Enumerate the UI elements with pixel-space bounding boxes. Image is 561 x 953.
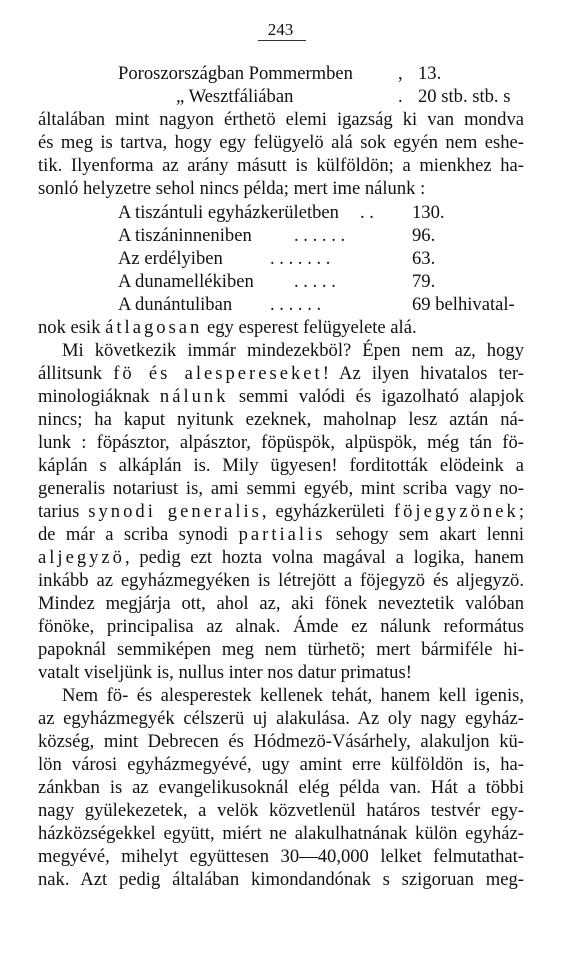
text-segment: sonló helyzetre sehol nincs példa; mert ime nálunk : — [38, 178, 426, 199]
text-line — [38, 154, 524, 177]
text-segment: az egyházmegyék célszerü uj alakulása. Az oly nagy egyház- — [38, 708, 524, 729]
text-line — [38, 523, 524, 546]
text-line — [38, 546, 524, 569]
text-segment: zánkban is az evangelikusoknál elég példa van. Hát a többi — [38, 777, 524, 798]
table1-row-leader: . — [398, 86, 403, 107]
text-line — [38, 661, 524, 684]
text-segment: nok esik — [38, 317, 106, 338]
text-segment: de már a scriba synodi — [38, 524, 239, 545]
spaced-emphasis: átlagosan — [105, 317, 203, 338]
text-segment: minologiáknak — [38, 386, 160, 407]
text-line — [38, 477, 524, 500]
table2-row-leader: . . . . . . — [294, 225, 346, 246]
text-segment: Nem fö- és alesperestek kellenek tehát, hanem kell igenis, — [62, 685, 524, 706]
text-segment: egy esperest felügyelete alá. — [202, 317, 417, 338]
text-segment: ; — [518, 501, 524, 522]
text-segment: generalis notariust is, ami semmi egyéb, mint scriba vagy no- — [38, 478, 524, 499]
text-line — [38, 845, 524, 868]
spaced-emphasis: nálunk — [159, 386, 229, 407]
text-line — [38, 408, 524, 431]
text-line — [38, 592, 524, 615]
table1-row-value: 13. — [418, 63, 442, 84]
text-segment: fönöke, principalisa az alnak. Ámde ez nálunk református — [38, 616, 524, 637]
spaced-emphasis: partialis — [238, 524, 326, 545]
header-rule — [258, 40, 306, 41]
table2-row-label: A dunamellékiben — [118, 271, 254, 292]
table2-row-value: 130. — [412, 202, 445, 223]
table2-row-value: 63. — [412, 248, 436, 269]
text-segment: állitsunk — [38, 363, 114, 384]
text-line — [38, 177, 524, 200]
text-segment: nak. Azt pedig általában kimondandónak s szigoruan meg- — [38, 869, 524, 890]
table2-row-value: 69 belhivatal- — [412, 294, 515, 315]
text-segment: lön városi egyházmegyévé, ugy amint erre külföldön is, ha- — [38, 754, 524, 775]
text-line — [38, 776, 524, 799]
table2-row-label: A dunántuliban — [118, 294, 233, 315]
text-line — [38, 454, 524, 477]
text-segment: általában mint nagyon érthetö elemi igazság ki van mondva — [38, 109, 524, 130]
table2-row-value: 96. — [412, 225, 436, 246]
text-segment: Mindez megjárja ott, ahol az, aki fönek neveztetik valóban — [38, 593, 524, 614]
text-line — [38, 316, 524, 339]
text-segment: sehogy sem akart lenni — [325, 524, 524, 545]
text-line — [38, 385, 524, 408]
text-segment: ! Az ilyen hivatalos ter- — [322, 363, 524, 384]
text-segment: és meg is tartva, hogy egy felügyelö alá sok egyén nem eshe- — [38, 132, 524, 153]
table2-row-leader: . . . . . — [294, 271, 336, 292]
table2-row-leader: . . — [360, 202, 374, 223]
text-line — [38, 569, 524, 592]
table2-row-leader: . . . . . . — [270, 294, 322, 315]
table1-row-label: „ Wesztfáliában — [176, 86, 294, 107]
text-segment: Mi következik immár mindezekböl? Épen nem az, hogy — [62, 340, 524, 361]
page-number: 243 — [267, 20, 294, 39]
table2-row-label: Az erdélyiben — [118, 248, 223, 269]
spaced-emphasis: aljegyzö — [38, 547, 125, 568]
text-segment: nincs; ha kaput nyitunk ezeknek, maholnap lesz aztán ná- — [38, 409, 524, 430]
text-segment: lunk : föpásztor, alpásztor, föpüspök, alpüspök, még tán fö- — [38, 432, 524, 453]
text-line — [38, 500, 524, 523]
text-segment: káplán s alkáplán is. Mily ügyesen! forditották elödeink a — [38, 455, 524, 476]
table2-row-value: 79. — [412, 271, 436, 292]
text-segment: házközségekkel együtt, miért ne alakulhatnának külön egyház- — [38, 823, 524, 844]
spaced-emphasis: synodi generalis — [88, 501, 262, 522]
text-line — [38, 799, 524, 822]
text-segment: nagy gyülekezetek, a velök közvetlenül határos testvér egy- — [38, 800, 524, 821]
text-line — [38, 108, 524, 131]
text-segment: tik. Ilyenforma az arány másutt is külföldön; a mienkhez ha- — [38, 155, 524, 176]
text-segment: inkább az egyházmegyéken is létrejött a föjegyzö és aljegyzö. — [38, 570, 524, 591]
spaced-emphasis: föjegyzönek — [393, 501, 519, 522]
table1-row-leader: , — [398, 63, 403, 84]
table2-row-label: A tiszántuli egyházkerületben — [118, 202, 339, 223]
text-line — [38, 753, 524, 776]
text-line — [38, 131, 524, 154]
spaced-emphasis: fö és alespereseket — [113, 363, 323, 384]
text-line — [38, 707, 524, 730]
text-segment: község, mint Debrecen és Hódmezö-Vásárhely, alakuljon kü- — [38, 731, 524, 752]
text-segment: tarius — [38, 501, 89, 522]
table2-row-label: A tiszáninneniben — [118, 225, 252, 246]
text-line — [62, 339, 524, 362]
table1-row-label: Poroszországban Pommermben — [118, 63, 353, 84]
text-segment: , pedig ezt hozta volna magával a logika, hanem — [124, 547, 524, 568]
text-line — [38, 362, 524, 385]
text-line — [38, 615, 524, 638]
text-line — [38, 431, 524, 454]
table1-row-value: 20 stb. stb. s — [418, 86, 511, 107]
text-segment: megyévé, mihelyt együttesen 30—40,000 lelket felmutathat- — [38, 846, 524, 867]
text-segment: papoknál semmiképen meg nem türhetö; mert bármiféle hi- — [38, 639, 524, 660]
text-segment: vatalt viseljünk is, nullus inter nos datur primatus! — [38, 662, 412, 683]
text-segment: , egyházkerületi — [261, 501, 394, 522]
text-line — [38, 638, 524, 661]
text-line — [62, 684, 524, 707]
text-line — [38, 868, 524, 891]
table2-row-leader: . . . . . . . — [270, 248, 331, 269]
text-segment: semmi valódi és igazolható alapjok — [228, 386, 524, 407]
text-line — [38, 730, 524, 753]
text-line — [38, 822, 524, 845]
